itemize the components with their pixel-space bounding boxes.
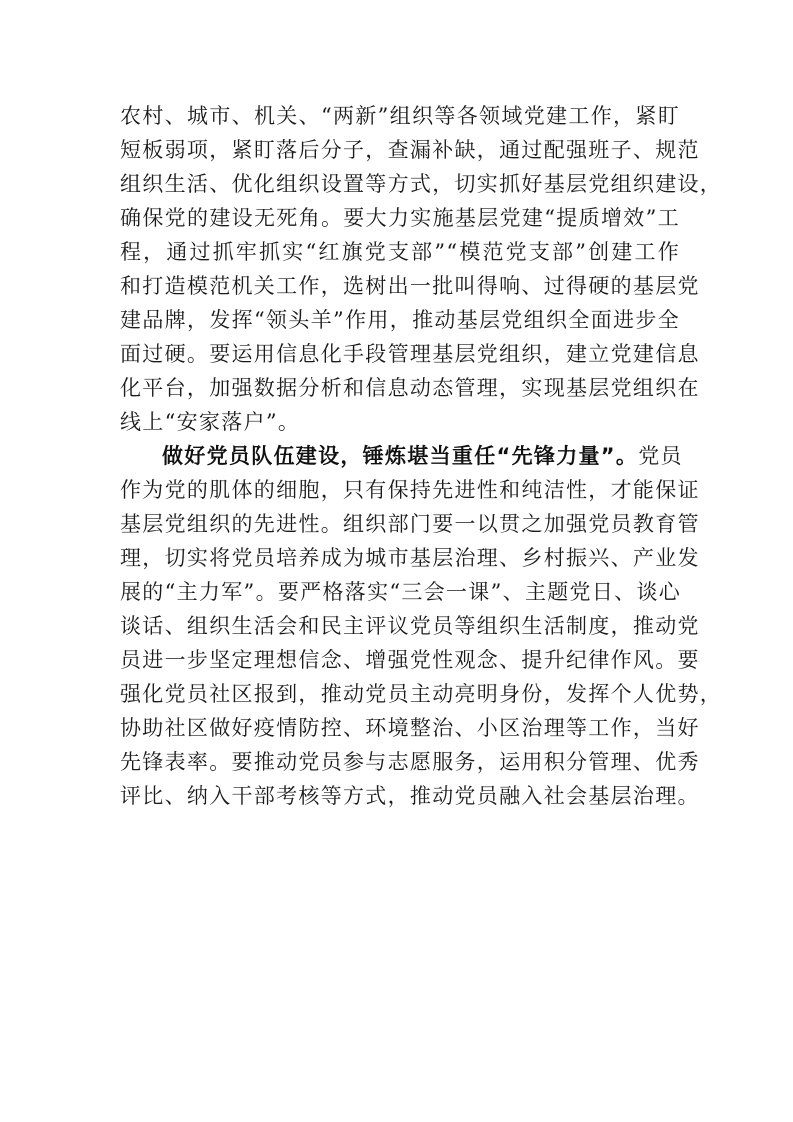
paragraph-line-rest: 党员 <box>638 444 683 468</box>
paragraph-line: 化平台，加强数据分析和信息动态管理，实现基层党组织在 <box>120 376 700 400</box>
paragraph-line: 谈话、组织生活会和民主评议党员等组织生活制度，推动党 <box>120 614 700 638</box>
paragraph-first-line <box>120 439 683 473</box>
paragraph-line: 组织生活、优化组织设置等方式，切实抓好基层党组织建设， <box>120 172 723 196</box>
paragraph-1 <box>120 99 723 439</box>
paragraph-line: 评比、纳入干部考核等方式，推动党员融入社会基层治理。 <box>120 784 700 808</box>
paragraph-line: 强化党员社区报到，推动党员主动亮明身份，发挥个人优势， <box>120 682 723 706</box>
paragraph-line: 协助社区做好疫情防控、环境整治、小区治理等工作，当好 <box>120 716 700 740</box>
paragraph-line: 基层党组织的先进性。组织部门要一以贯之加强党员教育管 <box>120 512 700 536</box>
paragraph-line: 确保党的建设无死角。要大力实施基层党建“提质增效”工 <box>120 206 680 230</box>
paragraph-line: 农村、城市、机关、“两新”组织等各领域党建工作，紧盯 <box>120 104 680 128</box>
section-heading: 做好党员队伍建设，锤炼堪当重任“先锋力量”。 <box>162 444 639 468</box>
paragraph-line: 和打造模范机关工作，选树出一批叫得响、过得硬的基层党 <box>120 274 700 298</box>
document-body <box>120 99 723 813</box>
paragraph-line: 程，通过抓牢抓实“红旗党支部”“模范党支部”创建工作 <box>120 240 680 264</box>
paragraph-2 <box>120 439 723 813</box>
paragraph-line: 展的“主力军”。要严格落实“三会一课”、主题党日、谈心 <box>120 580 682 604</box>
paragraph-line: 理，切实将党员培养成为城市基层治理、乡村振兴、产业发 <box>120 546 700 570</box>
paragraph-line: 建品牌，发挥“领头羊”作用，推动基层党组织全面进步全 <box>120 308 680 332</box>
paragraph-line: 员进一步坚定理想信念、增强党性观念、提升纪律作风。要 <box>120 648 700 672</box>
paragraph-line: 面过硬。要运用信息化手段管理基层党组织，建立党建信息 <box>120 342 700 366</box>
paragraph-line: 作为党的肌体的细胞，只有保持先进性和纯洁性，才能保证 <box>120 478 700 502</box>
paragraph-line: 线上“安家落户”。 <box>120 410 301 434</box>
paragraph-line: 短板弱项，紧盯落后分子，查漏补缺，通过配强班子、规范 <box>120 138 700 162</box>
paragraph-line: 先锋表率。要推动党员参与志愿服务，运用积分管理、优秀 <box>120 750 700 774</box>
